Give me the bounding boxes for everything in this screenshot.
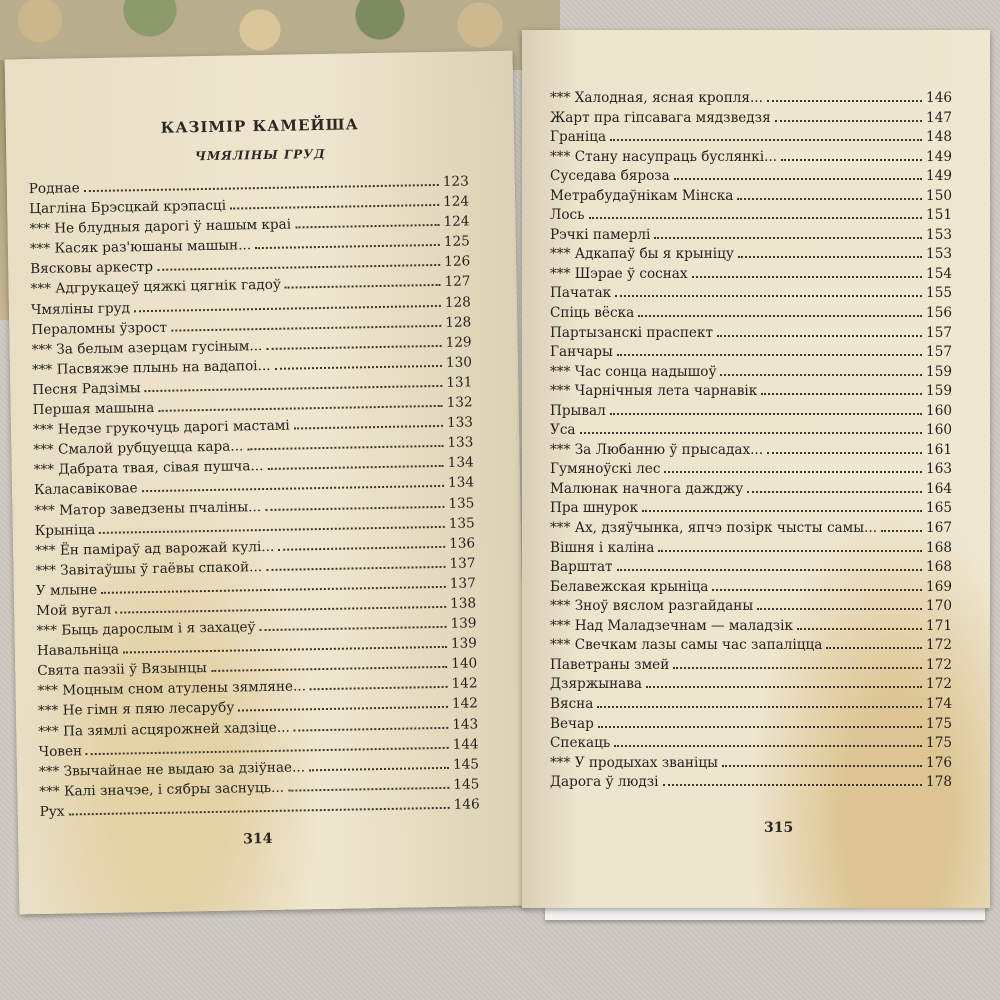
leader-dots: [294, 425, 443, 430]
entry-title: Варштат: [550, 559, 613, 576]
entry-title: Дзяржынава: [550, 676, 642, 693]
toc-entry: [550, 90, 952, 110]
entry-page-number: 170: [926, 598, 952, 615]
leader-dots: [247, 445, 443, 450]
leader-dots: [589, 217, 922, 219]
toc-entry: [550, 246, 952, 266]
entry-page-number: 172: [926, 676, 952, 693]
leader-dots: [610, 139, 922, 141]
entry-page-number: 137: [449, 555, 476, 572]
leader-dots: [722, 765, 922, 767]
entry-title: Вясна: [550, 695, 594, 712]
entry-page-number: 151: [926, 207, 952, 224]
leader-dots: [610, 413, 922, 415]
entry-page-number: 147: [926, 109, 952, 126]
entry-page-number: 157: [926, 324, 952, 341]
leader-dots: [580, 432, 922, 434]
entry-title: Песня Радзімы: [32, 380, 141, 398]
leader-dots: [797, 628, 922, 630]
entry-title: *** Адгрукацеў цяжкі цягнік гадоў: [30, 277, 282, 298]
leader-dots: [642, 510, 922, 512]
leader-dots: [294, 726, 449, 731]
entry-page-number: 136: [448, 535, 476, 552]
entry-title: *** Быць дарослым і я захацеў: [36, 619, 256, 640]
toc-entry: [550, 618, 952, 638]
entry-title: *** Пасвяжэе плынь на вадапоі...: [31, 357, 271, 378]
entry-page-number: 154: [926, 265, 952, 282]
entry-page-number: 155: [926, 285, 952, 302]
entry-title: Пераломны ўзрост: [31, 319, 168, 338]
toc-entry: [550, 188, 952, 208]
entry-page-number: 128: [444, 293, 472, 311]
entry-title: *** Над Маладзечнам — маладзік: [550, 617, 793, 634]
entry-page-number: 132: [446, 394, 473, 411]
leader-dots: [267, 465, 443, 470]
entry-page-number: 149: [926, 168, 952, 185]
entry-title: *** Недзе грукочуць дарогі мастамі: [32, 417, 290, 439]
leader-dots: [717, 335, 922, 337]
leader-dots: [638, 315, 922, 317]
leader-dots: [826, 647, 922, 649]
entry-title: Прывал: [550, 402, 606, 419]
entry-title: *** Шэрае ў соснах: [550, 265, 688, 282]
entry-page-number: 146: [926, 90, 952, 106]
leader-dots: [646, 686, 922, 688]
entry-page-number: 124: [443, 193, 470, 210]
entry-title: Пра шнурок: [550, 500, 639, 517]
leader-dots: [310, 686, 448, 690]
toc-entry: [550, 168, 952, 188]
leader-dots: [692, 276, 922, 278]
toc-entry: [550, 500, 952, 520]
entry-page-number: 125: [443, 233, 470, 251]
toc-entry: [550, 227, 952, 247]
leader-dots: [145, 385, 443, 392]
toc-entry: [550, 364, 952, 384]
entry-page-number: 161: [926, 441, 952, 458]
toc-entry: [550, 657, 952, 677]
entry-page-number: 137: [449, 575, 476, 592]
entry-title: Ганчары: [550, 344, 613, 361]
leader-dots: [142, 485, 444, 492]
entry-title: *** У продыхах званіцы: [550, 754, 718, 771]
page-number-right: 315: [764, 820, 794, 836]
toc-entry: [550, 344, 952, 364]
entry-title: Суседава бяроза: [550, 168, 670, 185]
entry-title: *** Касяк раз'юшаны машын...: [29, 237, 252, 258]
toc-entry: [550, 676, 952, 696]
entry-title: Лось: [550, 207, 585, 224]
entry-title: Свята паэзіі ў Вязынцы: [37, 660, 207, 680]
entry-title: *** За Любанню ў прысадах...: [550, 441, 764, 458]
entry-title: *** Час сонца надышоў: [550, 363, 717, 380]
toc-entry: [550, 735, 952, 755]
leader-dots: [673, 667, 922, 669]
leader-dots: [211, 666, 447, 672]
toc-entry: [550, 403, 952, 423]
leader-dots: [664, 471, 922, 473]
toc-entry: [550, 325, 952, 345]
entry-title: Цагліна Брэсцкай крэпасці: [29, 197, 227, 218]
toc-entry: [550, 422, 952, 442]
entry-title: Першая машына: [32, 399, 155, 419]
entry-title: Вішня і каліна: [550, 539, 655, 556]
entry-page-number: 138: [450, 595, 477, 612]
entry-title: Човен: [38, 742, 83, 760]
entry-page-number: 146: [453, 796, 480, 813]
leader-dots: [597, 706, 922, 708]
entry-page-number: 133: [447, 434, 474, 452]
entry-page-number: 175: [926, 715, 952, 732]
leader-dots: [255, 244, 440, 249]
entry-page-number: 157: [926, 344, 952, 361]
entry-page-number: 174: [926, 695, 952, 712]
entry-page-number: 172: [926, 656, 952, 673]
entry-page-number: 145: [452, 756, 480, 773]
toc-entry: [550, 110, 952, 130]
entry-title: *** Адкапаў бы я крыніцу: [550, 246, 734, 263]
leader-dots: [614, 745, 922, 747]
entry-page-number: 130: [445, 354, 473, 371]
entry-page-number: 168: [926, 559, 952, 576]
entry-title: Уса: [550, 422, 576, 439]
toc-entry: [550, 755, 952, 775]
entry-title: Спіць вёска: [550, 305, 635, 322]
toc-entry: [550, 481, 952, 501]
leader-dots: [266, 345, 441, 350]
entry-title: Метрабудаўнікам Мінска: [550, 187, 734, 204]
entry-page-number: 176: [926, 754, 952, 771]
leader-dots: [230, 204, 439, 210]
leader-dots: [278, 546, 445, 551]
entry-page-number: 139: [450, 635, 477, 652]
leader-dots: [654, 237, 922, 239]
entry-page-number: 171: [926, 617, 952, 634]
toc-entry: [550, 637, 952, 657]
leader-dots: [615, 295, 922, 297]
entry-page-number: 123: [442, 173, 469, 190]
entry-title: *** Па зямлі асцярожней хадзіце...: [38, 719, 290, 740]
leader-dots: [658, 550, 922, 552]
table-of-contents-left: [29, 173, 480, 824]
leader-dots: [617, 569, 922, 571]
entry-title: *** Не гімн я пяю лесарубу: [37, 700, 235, 720]
leader-dots: [123, 646, 447, 654]
entry-page-number: 160: [926, 402, 952, 419]
entry-title: *** Халодная, ясная кропля...: [550, 90, 763, 106]
entry-page-number: 168: [926, 539, 952, 556]
entry-page-number: 149: [926, 148, 952, 165]
entry-page-number: 175: [926, 735, 952, 752]
toc-entry: [550, 540, 952, 560]
table-of-contents-right: [550, 90, 952, 794]
toc-entry: [550, 442, 952, 462]
leader-dots: [767, 100, 922, 102]
entry-title: *** Завітаўшы ў гаёвы спакой...: [35, 558, 263, 579]
leader-dots: [738, 256, 922, 258]
toc-entry: [550, 774, 952, 794]
entry-page-number: 165: [926, 500, 952, 517]
entry-page-number: 159: [926, 383, 952, 400]
entry-page-number: 167: [926, 520, 952, 537]
entry-page-number: 159: [926, 363, 952, 380]
entry-title: Рэчкі памерлі: [550, 226, 651, 243]
entry-page-number: 133: [446, 414, 474, 431]
entry-page-number: 172: [926, 637, 952, 654]
entry-title: *** Не блудныя дарогі ў нашым краі: [29, 216, 292, 238]
entry-page-number: 169: [926, 578, 952, 595]
entry-page-number: 127: [444, 273, 471, 291]
leader-dots: [171, 325, 441, 332]
leader-dots: [86, 746, 449, 754]
author-heading: КАЗІМІР КАМЕЙША: [160, 115, 359, 137]
entry-title: *** Чарнічныя лета чарнавік: [550, 383, 758, 400]
leader-dots: [266, 566, 445, 571]
entry-title: *** Моцным сном атулены зямляне...: [37, 678, 307, 700]
leader-dots: [288, 787, 449, 792]
leader-dots: [101, 586, 446, 594]
toc-entry: [550, 383, 952, 403]
entry-title: Гумяноўскі лес: [550, 461, 661, 478]
entry-page-number: 144: [452, 735, 479, 753]
entry-title: Вечар: [550, 715, 594, 732]
entry-title: Дарога ў людзі: [550, 774, 659, 791]
entry-title: *** Матор заведзены пчаліны...: [34, 498, 262, 519]
entry-page-number: 134: [447, 474, 475, 492]
entry-page-number: 142: [451, 675, 478, 693]
entry-title: Роднае: [28, 180, 80, 198]
entry-page-number: 139: [450, 615, 477, 632]
entry-title: *** Стану насупраць буслянкі...: [550, 148, 778, 165]
leader-dots: [712, 589, 922, 591]
entry-page-number: 135: [448, 494, 475, 512]
entry-title: Каласавіковае: [33, 480, 138, 499]
entry-page-number: 153: [926, 226, 952, 243]
leader-dots: [757, 608, 922, 610]
entry-page-number: 164: [926, 480, 952, 497]
entry-page-number: 128: [445, 314, 472, 331]
leader-dots: [69, 807, 450, 816]
entry-page-number: 163: [926, 461, 952, 478]
entry-title: *** Ах, дзяўчынка, япчэ позірк чысты самы...: [550, 520, 878, 537]
toc-entry: [550, 520, 952, 540]
entry-page-number: 124: [443, 213, 470, 231]
entry-page-number: 150: [926, 187, 952, 204]
entry-title: Белавежская крыніца: [550, 578, 709, 595]
leader-dots: [617, 354, 922, 356]
entry-page-number: 142: [451, 695, 479, 713]
entry-page-number: 143: [452, 715, 479, 733]
entry-title: Мой вугал: [36, 601, 112, 619]
toc-entry: [550, 559, 952, 579]
leader-dots: [157, 264, 440, 271]
toc-entry: [550, 716, 952, 736]
entry-title: Пачатак: [550, 285, 612, 302]
entry-page-number: 153: [926, 246, 952, 263]
leader-dots: [309, 767, 449, 771]
entry-title: Рух: [39, 803, 65, 820]
leader-dots: [84, 184, 439, 192]
leader-dots: [260, 626, 447, 631]
entry-title: *** Смалой рубцуецца кара...: [33, 438, 244, 459]
leader-dots: [767, 452, 922, 454]
entry-title: *** Ён паміраў ад варожай кулі...: [35, 538, 275, 559]
section-heading: ЧМЯЛІНЫ ГРУД: [194, 146, 326, 164]
toc-entry: [550, 285, 952, 305]
toc-entry: [550, 149, 952, 169]
toc-entry: [550, 266, 952, 286]
entry-page-number: 148: [926, 129, 952, 146]
entry-title: Вясковы аркестр: [30, 259, 154, 278]
entry-title: *** Калі значэе, і сябры заснуць...: [39, 779, 285, 800]
toc-entry: [550, 207, 952, 227]
leader-dots: [781, 159, 922, 161]
leader-dots: [275, 365, 442, 370]
leader-dots: [134, 304, 441, 311]
right-page: [522, 30, 990, 908]
leader-dots: [115, 606, 446, 614]
leader-dots: [265, 505, 444, 510]
entry-title: Паветраны змей: [550, 656, 670, 673]
entry-title: Граніца: [550, 129, 607, 146]
toc-entry: [550, 696, 952, 716]
leader-dots: [238, 706, 448, 712]
toc-entry: [550, 461, 952, 481]
entry-title: Партызанскі праспект: [550, 324, 713, 341]
entry-page-number: 156: [926, 305, 952, 322]
toc-entry: [550, 598, 952, 618]
leader-dots: [881, 530, 922, 532]
entry-title: Крыніца: [34, 521, 96, 539]
leader-dots: [663, 784, 922, 786]
entry-page-number: 140: [451, 655, 478, 673]
leader-dots: [285, 284, 441, 289]
leader-dots: [598, 726, 922, 728]
entry-title: *** За белым азерцам гусіным...: [31, 337, 263, 358]
entry-title: Навальніца: [36, 641, 120, 660]
leader-dots: [761, 393, 922, 395]
entry-title: *** Зноў вяслом разгайданы: [550, 598, 754, 615]
toc-entry: [550, 305, 952, 325]
left-page: [5, 51, 528, 915]
entry-page-number: 126: [444, 253, 471, 271]
leader-dots: [747, 491, 922, 493]
entry-page-number: 134: [447, 454, 474, 472]
leader-dots: [158, 405, 442, 412]
leader-dots: [775, 120, 922, 122]
toc-entry: [550, 579, 952, 599]
toc-entry: [550, 129, 952, 149]
leader-dots: [737, 198, 922, 200]
page-number-left: 314: [243, 830, 273, 848]
entry-title: Малюнак начнога дажджу: [550, 480, 744, 497]
entry-page-number: 145: [453, 776, 480, 793]
entry-title: У млыне: [35, 581, 98, 599]
leader-dots: [99, 525, 445, 533]
entry-title: *** Звычайнае не выдаю за дзіўнае...: [38, 759, 306, 780]
entry-title: Чмяліны груд: [30, 299, 131, 318]
entry-page-number: 160: [926, 422, 952, 439]
entry-title: *** Свечкам лазы самы час запаліцца: [550, 637, 823, 654]
leader-dots: [295, 224, 439, 229]
entry-title: *** Дабрата твая, сівая пушча...: [33, 458, 264, 479]
entry-page-number: 135: [448, 514, 475, 532]
leader-dots: [674, 178, 922, 180]
entry-title: Спекаць: [550, 735, 611, 752]
entry-title: Жарт пра гіпсавага мядзведзя: [550, 109, 771, 126]
entry-page-number: 178: [926, 774, 952, 791]
entry-page-number: 131: [446, 374, 473, 391]
leader-dots: [720, 374, 922, 376]
entry-page-number: 129: [445, 334, 472, 351]
